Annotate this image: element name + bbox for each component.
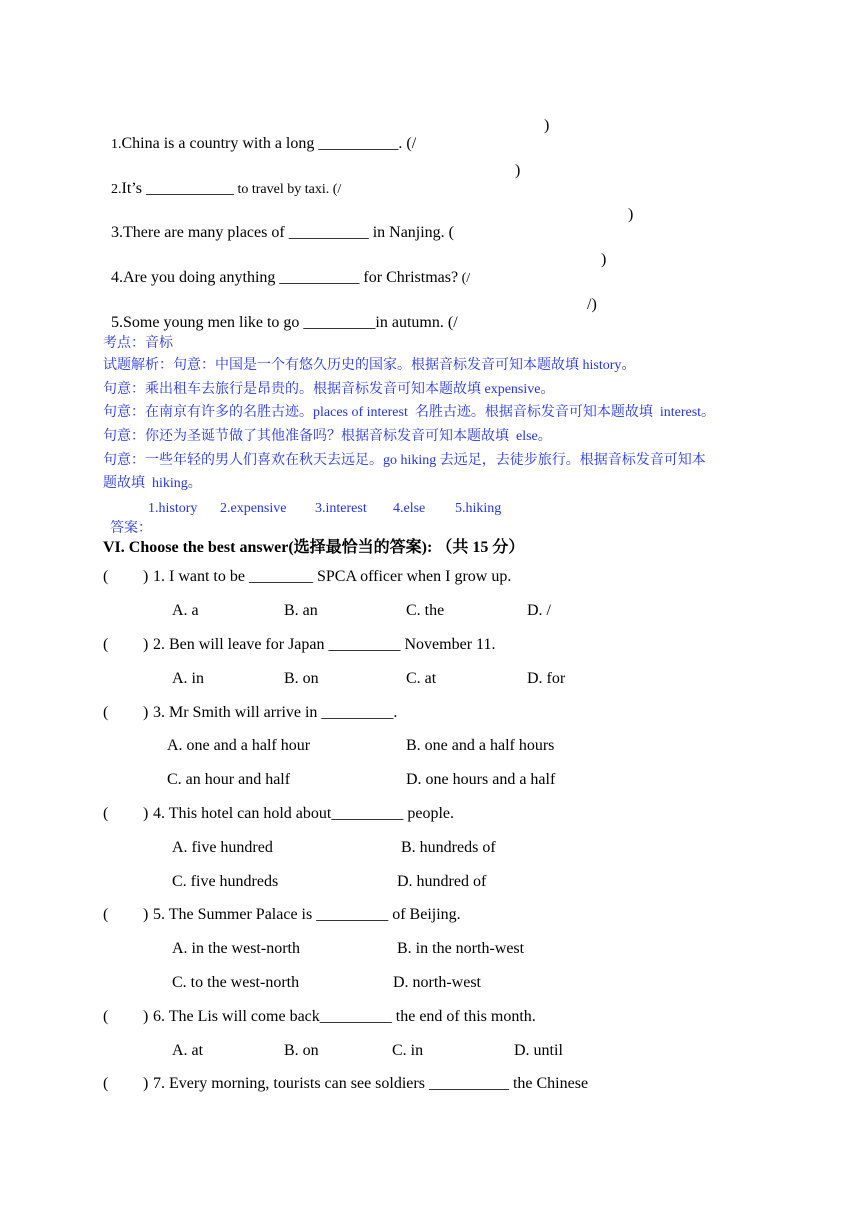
answer-3: 3.interest [315, 501, 367, 516]
answer-2: 2.expensive [220, 501, 287, 516]
mc-stem-7: 7. Every morning, tourists can see soldiers __________ the Chinese [153, 1075, 589, 1092]
answers-label: 答案： [110, 521, 152, 536]
mc4-option-b: B. hundreds of [401, 839, 496, 856]
mc3-option-c: C. an hour and half [167, 771, 291, 788]
question-number: 3. [111, 224, 123, 241]
mc3-option-a: A. one and a half hour [167, 737, 311, 754]
question-text: China is a country with a long __________. (/ [121, 135, 417, 152]
answer-5: 5.hiking [455, 501, 502, 516]
mc-bracket-open: ( [103, 568, 109, 585]
mc6-option-b: B. on [284, 1042, 319, 1059]
mc5-option-d: D. north-west [393, 974, 481, 991]
analysis-line-1: 试题解析：句意：中国是一个有悠久历史的国家。根据音标发音可知本题故填 history。 [103, 358, 636, 373]
mc6-option-a: A. at [172, 1042, 204, 1059]
analysis-line-4: 句意：你还为圣诞节做了其他准备吗？根据音标发音可知本题故填 else。 [103, 429, 552, 444]
section-title: VI. Choose the best answer(选择最恰当的答案): （共 15 分） [103, 539, 525, 556]
mc3-option-d: D. one hours and a half [406, 771, 556, 788]
analysis-line-5: 句意：一些年轻的男人们喜欢在秋天去远足。go hiking 去远足，去徒步旅行。根据音标发音可知本 [103, 453, 706, 468]
mc-stem-2: 2. Ben will leave for Japan _________ November 11. [153, 636, 496, 653]
mc-stem-1: 1. I want to be ________ SPCA officer when I grow up. [153, 568, 512, 585]
mc-stem-5: 5. The Summer Palace is _________ of Beijing. [153, 906, 461, 923]
mc2-option-b: B. on [284, 670, 319, 687]
question-number: 4. [111, 269, 123, 286]
question-text: Are you doing anything __________ for Christmas? [123, 269, 459, 286]
mc-bracket-open: ( [103, 805, 109, 822]
mc1-option-c: C. the [406, 602, 445, 619]
mc-bracket-close: ) [143, 704, 149, 721]
mc4-option-d: D. hundred of [397, 873, 487, 890]
mc1-option-a: A. a [172, 602, 199, 619]
mc2-option-d: D. for [527, 670, 566, 687]
mc1-option-d: D. / [527, 602, 551, 619]
mc3-option-b: B. one and a half hours [406, 737, 555, 754]
mc-bracket-open: ( [103, 1008, 109, 1025]
mc-bracket-open: ( [103, 1075, 109, 1092]
mc5-option-a: A. in the west-north [172, 940, 300, 957]
fill-question-2 [103, 162, 341, 198]
answers-line [103, 501, 152, 537]
question-tail: to travel by taxi. (/ [233, 182, 342, 197]
analysis-line-2: 句意：乘出租车去旅行是昂贵的。根据音标发音可知本题故填 expensive。 [103, 382, 555, 397]
question-text: It’s ___________ [121, 180, 234, 197]
question-number: 2. [111, 182, 122, 197]
fill-question-5 [103, 296, 458, 332]
question-tail: (/ [458, 271, 471, 286]
fill-question-4-close: ) [601, 251, 607, 268]
analysis-line-3: 句意：在南京有许多的名胜古迹。places of interest 名胜古迹。根据音标发音可知本题故填 interest。 [103, 405, 716, 420]
mc-bracket-close: ) [143, 568, 149, 585]
question-text: There are many places of __________ in Nanjing. ( [123, 224, 455, 241]
answer-1: 1.history [148, 501, 198, 516]
mc4-option-c: C. five hundreds [172, 873, 279, 890]
mc-bracket-close: ) [143, 906, 149, 923]
mc-bracket-close: ) [143, 1008, 149, 1025]
mc-bracket-close: ) [143, 636, 149, 653]
question-number: 1. [111, 137, 122, 152]
mc6-option-d: D. until [514, 1042, 563, 1059]
answer-4: 4.else [393, 501, 426, 516]
analysis-kaodian: 考点：音标 [103, 336, 173, 351]
fill-question-2-close: ) [515, 162, 521, 179]
fill-question-3 [103, 206, 454, 242]
fill-question-3-close: ) [628, 206, 634, 223]
mc-bracket-open: ( [103, 906, 109, 923]
mc2-option-c: C. at [406, 670, 437, 687]
fill-question-4 [103, 251, 470, 287]
fill-question-1 [103, 117, 416, 153]
mc6-option-c: C. in [392, 1042, 424, 1059]
mc4-option-a: A. five hundred [172, 839, 273, 856]
fill-question-5-close: /) [587, 296, 597, 313]
mc-bracket-close: ) [143, 1075, 149, 1092]
question-number: 5. [111, 314, 123, 331]
analysis-line-6: 题故填 hiking。 [103, 476, 202, 491]
mc-stem-4: 4. This hotel can hold about_________ people. [153, 805, 454, 822]
mc-bracket-close: ) [143, 805, 149, 822]
fill-question-1-close: ) [544, 117, 550, 134]
question-text: Some young men like to go _________in autumn. (/ [123, 314, 458, 331]
mc5-option-c: C. to the west-north [172, 974, 300, 991]
mc5-option-b: B. in the north-west [397, 940, 525, 957]
mc2-option-a: A. in [172, 670, 204, 687]
mc-stem-6: 6. The Lis will come back_________ the end of this month. [153, 1008, 536, 1025]
mc-stem-3: 3. Mr Smith will arrive in _________. [153, 704, 398, 721]
mc1-option-b: B. an [284, 602, 318, 619]
mc-bracket-open: ( [103, 704, 109, 721]
mc-bracket-open: ( [103, 636, 109, 653]
